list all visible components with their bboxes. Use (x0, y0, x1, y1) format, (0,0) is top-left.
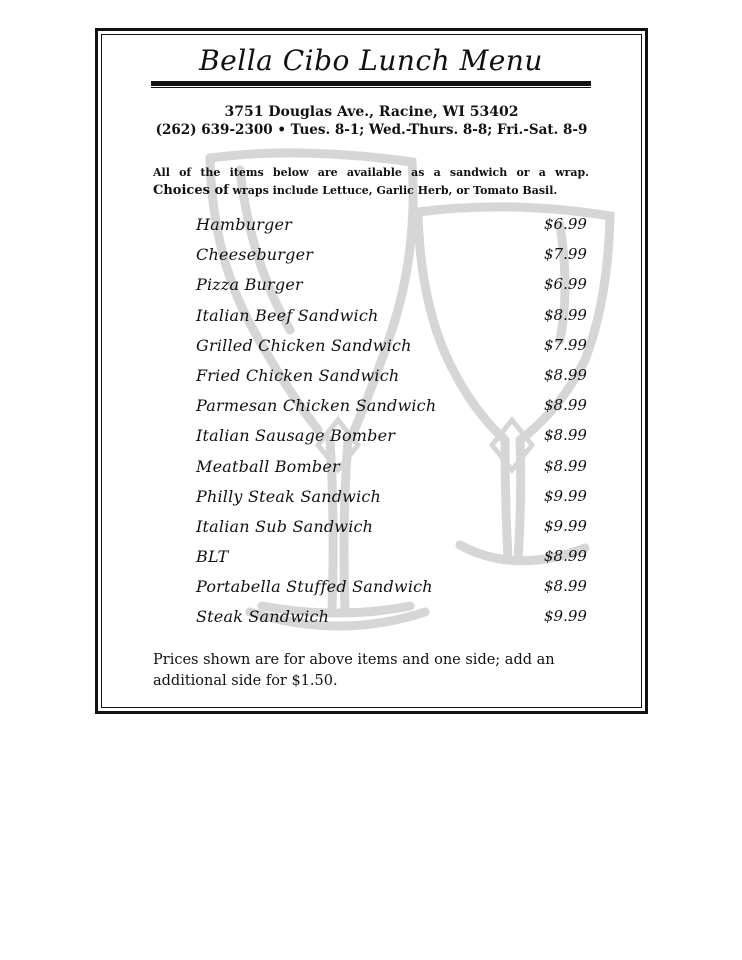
menu-item-price: $9.99 (544, 486, 587, 505)
menu-item-name: Philly Steak Sandwich (196, 486, 382, 506)
menu-item-price: $8.99 (544, 365, 587, 384)
menu-item-name: Steak Sandwich (196, 607, 330, 627)
menu-item-name: BLT (196, 547, 229, 567)
menu-item-name: Portabella Stuffed Sandwich (196, 577, 433, 597)
menu-item-name: Hamburger (196, 215, 293, 234)
menu-item-price: $8.99 (544, 396, 587, 415)
menu-item-price: $6.99 (544, 275, 587, 294)
menu-item (196, 245, 588, 275)
menu-item-price: $8.99 (544, 305, 587, 324)
footer-line-2: additional side for $1.50. (153, 673, 338, 689)
title-divider-thin (151, 87, 591, 88)
menu-item (196, 547, 588, 577)
restaurant-address: 3751 Douglas Ave., Racine, WI 53402 (224, 104, 519, 120)
menu-item (196, 306, 588, 336)
wrap-choices-note (153, 183, 589, 198)
menu-item-name: Cheeseburger (196, 245, 314, 265)
menu-item-list (196, 215, 588, 638)
menu-item (196, 426, 588, 456)
menu-item-name: Italian Sub Sandwich (196, 516, 374, 536)
menu-item-price: $8.99 (544, 577, 587, 596)
menu-item-name: Italian Beef Sandwich (196, 305, 379, 325)
menu-item (196, 336, 588, 366)
menu-item (196, 396, 588, 426)
menu-title: Bella Cibo Lunch Menu (199, 44, 543, 77)
menu-item-name: Italian Sausage Bomber (196, 426, 396, 446)
menu-item-price: $9.99 (544, 607, 587, 626)
menu-item-price: $9.99 (544, 516, 587, 535)
menu-item (196, 457, 588, 487)
menu-item-name: Parmesan Chicken Sandwich (196, 396, 437, 416)
wrap-choices-text: wraps include Lettuce, Garlic Herb, or Tomato Basil. (228, 184, 558, 197)
pricing-footer-note (153, 650, 593, 692)
menu-item (196, 607, 588, 637)
availability-note: All of the items below are available as a sandwich or a wrap. (153, 166, 589, 179)
menu-item (196, 517, 588, 547)
footer-line-1: Prices shown are for above items and one side; add an (153, 652, 555, 668)
menu-item-price: $7.99 (544, 245, 587, 264)
menu-item-price: $7.99 (544, 335, 587, 354)
menu-item-name: Grilled Chicken Sandwich (196, 335, 412, 355)
menu-item-price: $8.99 (544, 456, 587, 475)
menu-item (196, 577, 588, 607)
menu-item-name: Meatball Bomber (196, 456, 340, 476)
phone-and-hours: (262) 639-2300 • Tues. 8-1; Wed.-Thurs. 8-8; Fri.-Sat. 8-9 (155, 122, 588, 138)
menu-item-name: Pizza Burger (196, 275, 303, 295)
menu-item-name: Fried Chicken Sandwich (196, 365, 400, 385)
wrap-choices-lead: Choices of (153, 183, 229, 198)
menu-item-price: $8.99 (544, 426, 587, 445)
menu-item (196, 215, 588, 245)
menu-item (196, 487, 588, 517)
menu-item-price: $6.99 (544, 215, 587, 233)
title-divider (151, 81, 591, 86)
menu-item (196, 275, 588, 305)
menu-item (196, 366, 588, 396)
menu-item-price: $8.99 (544, 547, 587, 566)
